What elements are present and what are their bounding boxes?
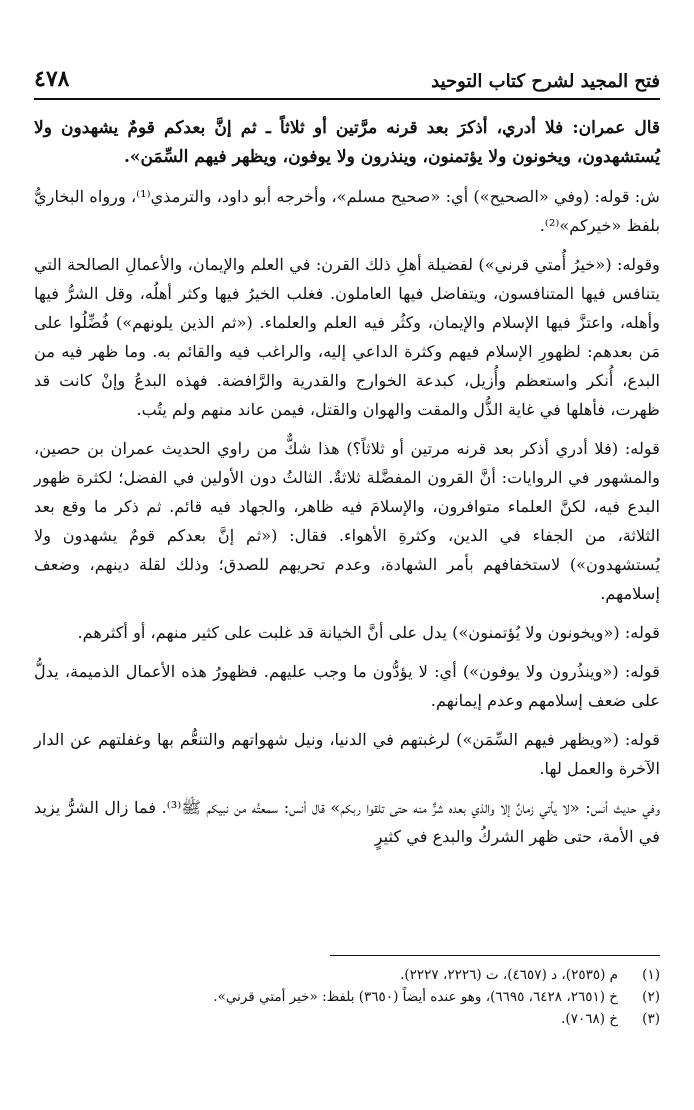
footnote-item [34, 964, 660, 986]
commentary-paragraph-sahih: ش: قوله: (وفي «الصحيح») أي: «صحيح مسلم»، وأخرجه أبو داود، والترمذي⁽¹⁾، ورواه البخاريُّ بلفظ «خيركم»⁽²⁾. [34, 187, 660, 235]
hadith-text-paragraph: قال عمران: فلا أدري، أذكرَ بعد قرنه مرَّتين أو ثلاثاً ـ ثم إنَّ بعدكم قومٌ يشهدون ولا يُستشهدون، ويخونون ولا يؤتمنون، وينذرون ولا يوفون، ويظهر فيهم السِّمَن». [34, 118, 660, 167]
commentary-paragraph-doubt: قوله: (فلا أدري أذكر بعد قرنه مرتين أو ثلاثاً؟) هذا شكٌّ من راوي الحديث عمران بن حصين، والمشهور في الروايات: أنَّ القرون المفضَّلة ثلاثةٌ. الثالثُ دون الأولين في الفضل؛ لكثرة ظهور البدع فيه، لكنَّ العلماء متوافرون، والإسلامَ فيه ظاهر، والجهاد فيه قائم. ثم ذكر ما وقع بعد الثلاثة، من الجفاء في الدين، وكثرةِ الأهواء. فقال: («ثم إنَّ بعدكم قومٌ يشهدون ولا يُستشهدون») لاستخفافهم بأمر الشهادة، وعدم تحريهم للصدق؛ وذلك لقلة دينهم، وضعف إسلامهم. [34, 439, 660, 603]
page-body [34, 114, 660, 851]
footnote-text: م (٢٥٣٥)، د (٤٦٥٧)، ت (٢٢٢٦، ٢٢٢٧). [400, 967, 618, 983]
page-header [34, 56, 660, 100]
footnote-item [34, 1008, 660, 1030]
footnote-number: (٣) [642, 1011, 660, 1027]
footnote-text: خ (٧٠٦٨). [561, 1011, 618, 1027]
footnote-item [34, 986, 660, 1008]
running-title: فتح المجيد لشرح كتاب التوحيد [431, 71, 660, 92]
commentary-paragraph-vows: قوله: («وينذُرون ولا يوفون») أي: لا يؤدُّون ما وجب عليهم. فظهورُ هذه الأعمال الذميمة، يدلُّ على ضعف إسلامهم وعدم إيمانهم. [34, 662, 660, 710]
footnote-divider [330, 955, 660, 956]
commentary-paragraph-best-generation: وقوله: («خيرُ أُمتي قرني») لفضيلة أهلِ ذلك القرن: في العلم والإيمان، والأعمالِ الصالحة التي يتنافس فيها المتنافسون، ويتفاضل فيها العاملون. فغلب الخيرُ فيها وكثر أهلُه، وقل الشرُّ فيها وأهله، واعتزَّ فيها الإسلام والإيمان، وكثُر فيه العلم والعلماء. («ثم الذين يلونهم») فُضِّلُوا على مَن بعدهم: لظهورِ الإسلام فيهم وكثرة الداعي إليه، والراغب فيه والقائم به. وما ظهر فيه من البدع، أُنكر واستعظم وأُزيل، كبدعة الخوارج والقدرية والرَّافضة. فهذه البدعُ وإنْ كانت قد ظهرت، فأهلها في غاية الذُّل والمقت والهوان والقتل، فيمن عاند منهم ولم يتُب. [34, 255, 660, 419]
page-number: ٤٧٨ [34, 66, 70, 92]
footnote-text: خ (٢٦٥١، ٦٤٢٨، ٦٦٩٥)، وهو عنده أيضاً (٣٦٥٠) بلفظ: «خير أمتي قرني». [213, 989, 618, 1005]
footnote-number: (١) [642, 967, 660, 983]
footnotes [34, 964, 660, 1030]
commentary-paragraph-obesity: قوله: («ويظهر فيهم السِّمَن») لرغبتهم في الدنيا، ونيل شهواتهم والتنعُّم بها وغفلتهم عن الدار الآخرة والعمل لها. [34, 730, 660, 778]
commentary-paragraph-betrayal: قوله: («ويخونون ولا يُؤتمنون») يدل على أنَّ الخيانة قد غلبت على كثير منهم، أو أكثرهم. [77, 623, 660, 642]
footnote-number: (٢) [642, 989, 660, 1005]
commentary-paragraph-anas-hadith: وفي حديث أنس: «لا يأتي زمانٌ إلا والذي بعده شرٌّ منه حتى تلقوا ربكم» قال أنس: سمعتُه من نبيكم ﷺ⁽³⁾. فما زال الشرُّ يزيد في الأمة، حتى ظهر الشركُ والبدع في كثيرٍ [34, 798, 660, 846]
